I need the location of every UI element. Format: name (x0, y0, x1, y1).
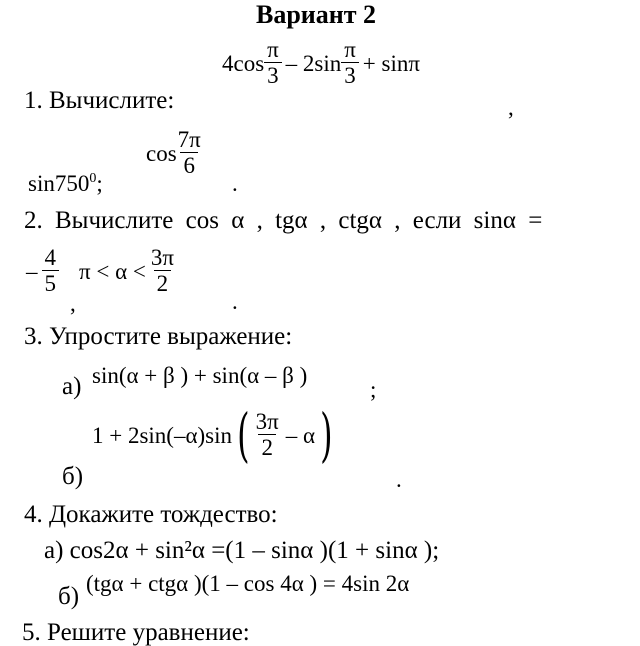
task3-b-label: б) (62, 463, 84, 490)
fraction-numerator: π (267, 37, 279, 62)
expr-part: + sinπ (362, 50, 420, 76)
inequality: π < α < (79, 258, 146, 284)
task4-b-expression: (tgα + ctgα )(1 – cos 4α ) = 4sin 2α (86, 571, 410, 596)
task1-label: 1. Вычислите: (24, 87, 175, 114)
semicolon: ; (96, 171, 103, 196)
task4-b-label: б) (58, 583, 80, 610)
page-title: Вариант 2 (256, 0, 377, 29)
task5-heading: 5. Решите уравнение: (22, 619, 250, 646)
sin750-expression (28, 172, 103, 195)
minus-sign: – (26, 258, 38, 284)
fraction-numerator: 4 (44, 245, 56, 270)
fraction (255, 410, 280, 460)
fraction-denominator: 2 (154, 270, 172, 296)
task3-heading: 3. Упростите выражение: (24, 323, 293, 350)
fraction-denominator: 5 (42, 270, 60, 296)
semicolon: ; (370, 377, 377, 402)
degree-sup: 0 (89, 171, 97, 186)
fraction-denominator: 3 (341, 62, 359, 88)
expr-part: 1 + 2sin(–α)sin (92, 422, 233, 448)
task4-a-line: а) cos2α + sin²α =(1 – sinα )(1 + sinα ); (44, 537, 440, 564)
expr-part: – 2sin (285, 50, 342, 76)
fraction-numerator: 3π (255, 408, 279, 434)
fraction (177, 128, 202, 178)
fraction (150, 246, 175, 296)
fraction-denominator: 3 (264, 62, 282, 88)
task3-b-expression (92, 401, 338, 469)
task1-comma: , (508, 95, 514, 120)
expr-part: – α (285, 422, 316, 448)
fraction-denominator: 6 (180, 152, 198, 178)
cos-text: cos (146, 140, 177, 166)
cos-expression (146, 128, 202, 178)
task3-a-label: а) (62, 373, 82, 400)
task2-condition (26, 246, 175, 296)
fraction-numerator: π (344, 37, 356, 62)
period: . (232, 171, 238, 196)
task1-expression (222, 38, 420, 88)
period: . (232, 289, 238, 314)
task4-heading: 4. Докажите тождество: (24, 501, 278, 528)
fraction (341, 38, 359, 88)
fraction (42, 246, 60, 296)
fraction (264, 38, 282, 88)
comma: , (70, 291, 76, 316)
left-paren-icon: ( (237, 401, 250, 469)
fraction-numerator: 7π (177, 127, 201, 152)
fraction-denominator: 2 (258, 434, 276, 460)
expr-part: 4cos (222, 50, 265, 76)
fraction-numerator: 3π (150, 245, 174, 270)
right-paren-icon: ) (320, 401, 333, 469)
task3-a-expression: sin(α + β ) + sin(α – β ) (92, 363, 308, 388)
period: . (396, 467, 402, 492)
task2-line: 2. Вычислите cos α , tgα , ctgα , если sinα = (24, 207, 543, 234)
sin750-text: sin750 (28, 171, 90, 196)
